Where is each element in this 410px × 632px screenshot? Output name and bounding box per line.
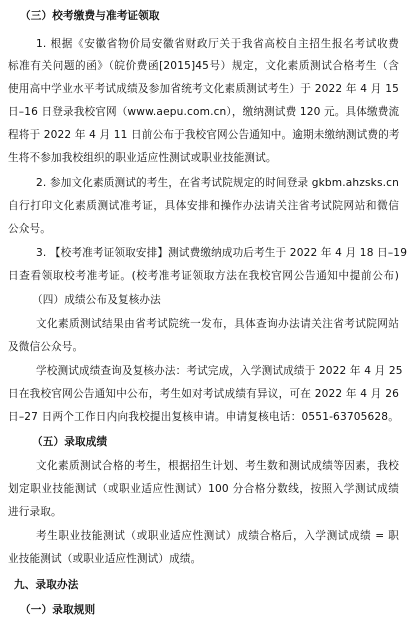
paragraph-line: 生将不参加我校组织的职业适应性测试或职业技能测试。 xyxy=(8,152,277,164)
paragraph-line: 2. 参加文化素质测试的考生，在省考试院规定的时间登录 gkbm.ahzsks.cn xyxy=(36,177,399,189)
section-heading-admission-scores: （五）录取成绩 xyxy=(32,436,108,448)
paragraph-line: 公众号。 xyxy=(8,223,51,235)
paragraph-line: 使用高中学业水平考试成绩及参加省统考文化素质测试考生）于 2022 年 4 月 15 xyxy=(8,83,399,95)
paragraph-line: 日在我校官网公告通知中公布，考生如对考试成绩有异议，可在 2022 年 4 月 26 xyxy=(8,388,399,400)
paragraph-line: 业技能测试（或职业适应性测试）成绩。 xyxy=(8,553,202,565)
paragraph-line: 文化素质测试合格的考生，根据招生计划、考生数和测试成绩等因素，我校 xyxy=(36,460,399,472)
paragraph-line: 日–27 日两个工作日内向我校提出复核申请。申请复核电话：0551-63705628。 xyxy=(8,411,399,423)
paragraph-line: 程将于 2022 年 4 月 11 日前公布于我校官网公告通知中。逾期未缴纳测试费的考 xyxy=(8,129,400,141)
paragraph-line: 标准有关问题的函》（皖价费函[2015]45号）规定，文化素质测试合格考生（含 xyxy=(8,60,399,72)
paragraph-line: 文化素质测试结果由省考试院统一发布，具体查询办法请关注省考试院网站 xyxy=(36,318,399,330)
paragraph-line: 考生职业技能测试（或职业适应性测试）成绩合格后，入学测试成绩 = 职 xyxy=(36,530,399,542)
section-heading-score-review: （四）成绩公布及复核办法 xyxy=(32,294,161,306)
paragraph-line: 划定职业技能测试（或职业适应性测试）100 分合格分数线，按照入学测试成绩 xyxy=(8,483,399,495)
chapter-heading-admission-method: 九、录取办法 xyxy=(14,579,79,591)
paragraph-line: 及微信公众号。 xyxy=(8,341,84,353)
paragraph-line: 自行打印文化素质测试准考证，具体安排和操作办法请关注省考试院网站和微信 xyxy=(8,200,399,212)
paragraph-line: 3. 【校考准考证领取安排】测试费缴纳成功后考生于 2022 年 4 月 18 日–19 xyxy=(36,247,408,259)
paragraph-line: 进行录取。 xyxy=(8,506,62,518)
section-heading-admission-rules: （一）录取规则 xyxy=(20,604,96,616)
paragraph-line: 日–16 日登录我校官网（www.aepu.com.cn），缴纳测试费 120 元。具体缴费流 xyxy=(8,106,400,118)
paragraph-line: 1. 根据《安徽省物价局安徽省财政厅关于我省高校自主招生报名考试收费 xyxy=(36,38,399,50)
paragraph-line: 日查看领取校考准考证。(校考准考证领取方法在我校官网公告通知中提前公布) xyxy=(8,270,399,282)
paragraph-line: 学校测试成绩查询及复核办法：考试完成，入学测试成绩于 2022 年 4 月 25 xyxy=(36,365,403,377)
section-heading-fee-and-admission-ticket: （三）校考缴费与准考证领取 xyxy=(20,10,160,22)
